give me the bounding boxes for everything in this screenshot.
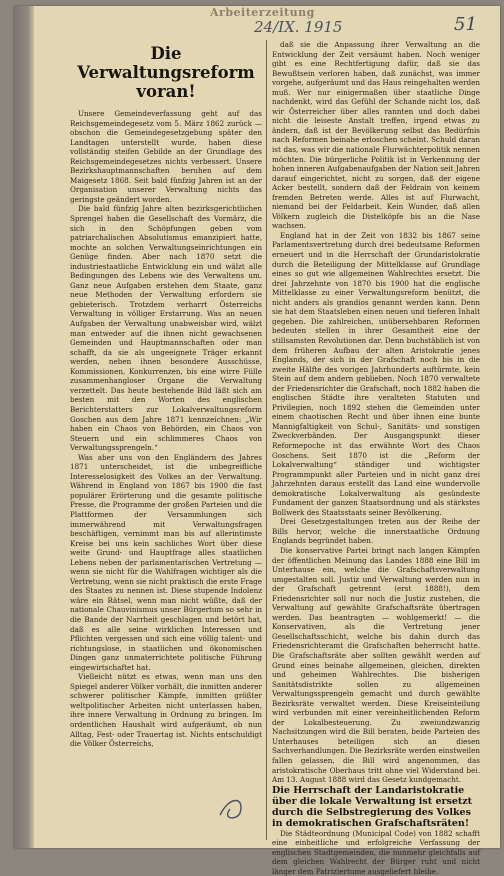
- paragraph: Die Städteordnung (Municipal Code) von 1882 schafft eine einheitliche und erfolgreiche Verfassung der englischen Stadtgemeinden, die nunmehr gleichfalls auf dem gleichen Wahlrecht der Bürger ruht und nicht länger dem Patriziertume ausgeliefert bleibe.: [272, 828, 480, 876]
- headline-line-1: Die Verwaltungsreform: [77, 44, 255, 82]
- paragraph: daß sie die Anpassung ihrer Verwaltung an die Entwicklung der Zeit versäumt haben. Noch weniger gibt es eine Rechtfertigung dafür, daß sie das Bewußtsein verloren haben, daß zunächst, was immer vorgehe, aufgeräumt und das Haus reingehalten werden muß. Wer nur einigermaßen über staatliche Dinge nachdenkt, wird das Gefühl der Schande nicht los, daß wir Österreicher über alles rannten und doch dabei nicht die leiseste Anstalt treffen, irgend etwas zu ändern, daß ist der Bevölkerung selbst das Bedürfnis nach Reformen beinahe erloschen scheint. Schuld daran ist das, was wir die nationale Flurwächterpolitik nennen möchten. Die bürgerliche Politik ist in Verkennung der hohen inneren Aufgabenaufgaben der Nation seit Jahren darauf eingerichtet, nicht zu sorgen, daß der eigene Acker bestellt, sondern daß der Feldrain von keinem fremden Betreten werde. Alles ist auf Flurwacht, niemand bei der Feldarbeit. Kein Wunder, daß allen Völkern zugleich die Distelköpfe bis an die Nase wachsen.: [272, 40, 480, 231]
- article-headline: [70, 44, 262, 101]
- headline-line-2: voran!: [136, 82, 196, 101]
- paragraph: Vielleicht nützt es etwas, wenn man uns den Spiegel anderer Völker vorhält, die inmitten anderer schwerer politischer Kämpfe, inmitten größter weltpolitischer Arbeiten nicht unterlassen haben, ihre innere Verwaltung in Ordnung zu bringen. Im ordentlichen Haushalt wird aufgeräumt, ob nun Alltag, Fest- oder Trauertag ist. Nichts entschuldigt die Völker Österreichs,: [70, 672, 262, 749]
- paragraph: Die bald fünfzig Jahre alten bezirksgerichtlichen Sprengel haben die Gesellschaft des Vormärz, die sich in den Schöpfungen geben vom patriarchalischen Absolutismus emanzipiert hatte, mochte an solchen Verwaltungseinrichtungen ein Genüge finden. Aber nach 1870 setzt die industriestaatliche Entwicklung ein und wälzt alle Bedingungen des Lebens wie des Verwaltens um. Ganz neue Aufgaben erstehen dem Staate, ganz neue Methoden der Verwaltung erfordern sie gebieterisch. Trotzdem verharrt Österreichs Verwaltung in völliger Erstarrung. Was an neuen Aufgaben der Verwaltung unabweisbar wird, wälzt man entweder auf die ihnen nicht gewachsenen Gemeinden und Hauptmannschaften oder man schafft, da sie als ungeeignete Träger erkannt werden, neben ihnen besondere Ausschüsse, Kommissionen, Konkurrenzen, bis eine wirre Fülle zusammenhangloser Organe die Verwaltung verzettelt. Das heute bestehende Bild läßt sich am besten mit den Worten des englischen Berichterstatters zur Lokalverwaltungsreform Goschen aus dem Jahre 1871 kennzeichnen: „Wir haben ein Chaos von Behörden, ein Chaos von Steuern und ein schlimmeres Chaos von Verwaltungssprengeln.“: [70, 204, 262, 453]
- article-column-right: [272, 40, 480, 876]
- article-column-left: [70, 40, 262, 830]
- emphasized-paragraph: Die Herrschaft der Landaristokratie über die lokale Verwaltung ist ersetzt durch die Selbstregierung des Volkes in demokratischen Grafschaftsräten!: [272, 784, 473, 829]
- handwritten-page-number: 51: [454, 14, 477, 35]
- handwritten-date: 24/IX. 1915: [254, 18, 343, 36]
- paragraph: Drei Gesetzgestaltungen treten aus der Reihe der Bills hervor, welche die innerstaatliche Ordnung Englands begründet haben.: [272, 517, 480, 546]
- column-divider: [266, 40, 267, 840]
- paragraph: Was aber uns von den Engländern des Jahres 1871 unterscheidet, ist die unbegreifliche Interesselosigkeit des Volkes an der Verwaltung. Während in England von 1867 bis 1900 die fast populärer Erörterung und die gesamte politische Presse, die Programme der großen Parteien und die Plattformen der Versammlungen sich immerwährend mit Verwaltungsfragen beschäftigen, vernimmt man bis auf allerintimste Kreise bei uns kein sachliches Wort über diese weite Grund- und Hauptfrage alles staatlichen Lebens neben der parlamentarischen Vertretung — wenn sie nicht für die Wahlfragen wichtiger als die Vertretung, wenn sie nicht praktisch die erste Frage des Staates zu nennen ist. Diese stupende Indolenz wäre ein Rätsel, wenn man nicht wüßte, daß der nationale Chauvinismus unser Bürgertum so sehr in die Bande der Narrheit geschlagen und betört hat, daß es alle seine wirklichen Interessen und Pflichten vergessen und sich eine völlig talent- und richtungslose, in staatlichen und ökonomischen Dingen ganz unmaterrichtete politische Führung eingewirtschaftet hat.: [70, 452, 262, 672]
- pencil-flourish-mark: [70, 785, 260, 825]
- masthead: Arbeiterzeitung: [210, 6, 315, 19]
- paragraph: Die konservative Partei bringt nach langen Kämpfen der öffentlichen Meinung das Landes 1888 eine Bill im Unterhause ein, welche die Grafschaftsverwaltung umgestalten soll. Justiz und Verwaltung werden nun in der Grafschaft getrennt (erst 1888!), dem Friedensrichter soll nur noch die Justiz zustehen, die Verwaltung auf gewählte Grafschaftsräte übertragen werden. Das beantragten — wohlgemerkt! — die Konservativen, als die Vertretung jener Gesellschaftsschicht, welche bis dahin durch das Friedensrichteramt die Grafschaften beherrscht hatte. Die Grafschaftsräte aber sollten gewählt werden auf Grund eines beinahe allgemeinen, gleichen, direkten und geheimen Wahlrechtes. Die bisherigen Sanitätsdistrikte sollen zu allgemeinen Verwaltungssprengeln gemacht und durch gewählte Bezirksräte verwaltet werden. Diese Kreiseinteilung wird verbunden mit einer vereinheitlichenden Reform der Lokalbesteuerung. Zu zweiundzwanzig Nachsitzungen wird die Bill beraten, beide Parteien des Unterhauses beteiligen sich an diesen Sachverhandlungen. Die Bezirksräte werden einstweilen fallen gelassen, die Bill wird angenommen, das aristokratische Oberhaus tritt ohne viel Widerstand bei. Am 13. August 1888 wird das Gesetz kundgemacht.: [272, 545, 480, 785]
- paragraph: England hat in der Zeit von 1832 bis 1867 seine Parlamentsvertretung durch drei bedeutsame Reformen erneuert und in die Herrschaft der Grundaristokratie durch die Beteiligung der Mittelklasse auf Grundlage eines so gut wie allgemeinen Wahlrechtes ersetzt. Die drei Jahrzehnte von 1870 bis 1900 hat die englische Mittelklasse zu einer Verwaltungsreform benützt, die nicht anders als grandios genannt werden kann. Denn sie hat dem Staatsleben einen neuen und tieferen Inhalt gegeben. Die zahlreichen, unübersehbaren Reformen bedeuten stellen in ihrer Gesamtheit eine der stillsamsten Revolutionen dar. Denn buchstäblich ist von dem früheren Aufbau der alten Aristokratie jenes Englands, der sich in der Grafschaft noch bis in die zweite Hälfte des vorigen Jahrhunderts auftürmte, kein Stein auf dem andern geblieben. Noch 1870 verwaltete der Friedensrichter die Grafschaft, noch 1882 haben die englischen Städte ihre veralteten Statuten und Privilegien, noch 1892 stehen die Gemeinden unter einem chaotischen Recht und über ihnen eine bunte Mannigfaltigkeit von Schul-, Sanitäts- und sonstigen Zweckverbänden. Der Ausgangspunkt dieser Reformepoche ist das erwähnte Wort des Chaos Goschens. Seit 1870 ist die „Reform der Lokalverwaltung“ ständiger und wichtigster Programmpunkt aller Parteien und in nicht ganz drei Jahrzehnten daraus erstellt das Land eine wundervolle demokratische Lokalverwaltung als gesündeste Fundament der ganzen Staatsordnung und als stärkstes Bollwerk des Staatsstaats seiner Bevölkerung.: [272, 230, 480, 517]
- paragraph: Unsere Gemeindeverfassung geht auf das Reichsgemeindegesetz vom 5. März 1862 zurück — obschon die Gemeindegesetzgebung später den Landtagen unterstellt wurde, haben diese vollständig steifen Gebilde an der Grundlage des Reichsgemeindegesetzes nichts verbessert. Unsere Bezirkshauptmannschaften beruhen auf dem Maigesetz 1868. Seit bald fünfzig Jahren ist an der Organisation unserer Verwaltung nichts das geringste geändert worden.: [70, 109, 262, 204]
